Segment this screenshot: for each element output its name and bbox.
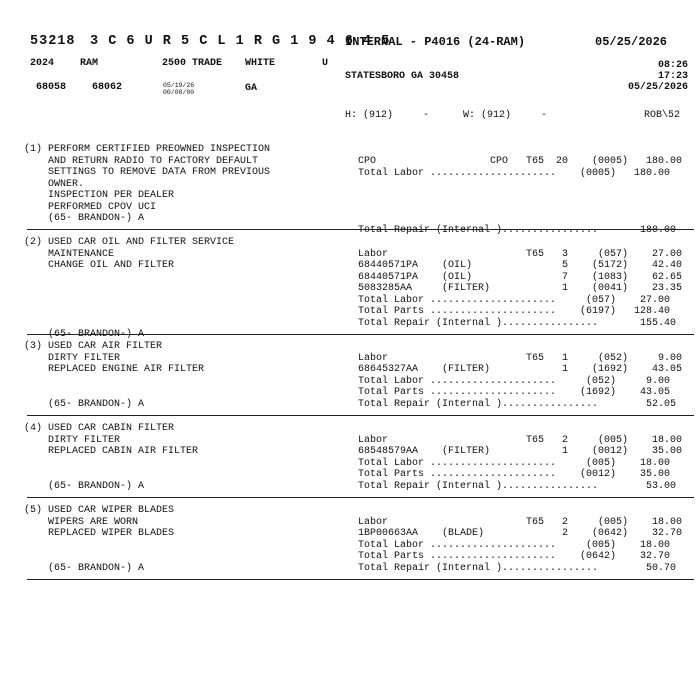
job-5-description: (5) USED CAR WIPER BLADES WIPERS ARE WORN REPLACED WIPER BLADES (65- BRANDON-) A — [24, 505, 175, 574]
job-2-description: (2) USED CAR OIL AND FILTER SERVICE MAINTENANCE CHANGE OIL AND FILTER (65- BRANDON-) A — [24, 237, 235, 340]
work-phone: W: (912) — [463, 110, 512, 121]
job-2-lines: Labor T65 3 (057) 27.00 68440571PA (OIL) 5 (5172) 42.40 68440571PA (OIL) 7 (1083) 62.65 5083285AA (FILTER) 1 (0041) 23.35 Total Labor ..................... (057) 27.00 Total Parts ..................... (6197) 128.40 Total Repair (Internal )................ 155.40 — [358, 248, 683, 329]
ro-type: INTERNAL - P4016 (24-RAM) — [345, 35, 526, 49]
home-phone: H: (912) — [345, 110, 394, 121]
job-3-lines: Labor T65 1 (052) 9.00 68645327AA (FILTER) 1 (1692) 43.05 Total Labor ..................... (052) 9.00 Total Parts ..................... (1692) 43.05 Total Repair (Internal )................ 52.05 — [358, 352, 683, 410]
date-top: 05/25/2026 — [595, 35, 668, 49]
date-2: 05/25/2026 — [628, 82, 689, 93]
work-phone-dash: - — [541, 110, 548, 121]
vehicle-year: 2024 — [30, 58, 55, 69]
location: STATESBORO GA 30458 — [345, 71, 460, 82]
job-3-divider — [27, 415, 694, 416]
small-date-1: 05/19/26 — [163, 82, 195, 89]
job-1-description: (1) PERFORM CERTIFIED PREOWNED INSPECTION AND RETURN RADIO TO FACTORY DEFAULT SETTINGS TO REMOVE DATA FROM PREVIOUS OWNER. INSPECTION PER DEALER PERFORMED CPOV UCI (65- BRANDON-) A — [24, 144, 271, 224]
vehicle-make: RAM — [80, 58, 99, 69]
state: GA — [245, 83, 258, 94]
job-5-lines: Labor T65 2 (005) 18.00 1BP00663AA (BLADE) 2 (0642) 32.70 Total Labor ..................... (005) 18.00 Total Parts ..................... (0642) 32.70 Total Repair (Internal )................ 50.70 — [358, 516, 683, 574]
vehicle-color: WHITE — [245, 58, 276, 69]
job-4-lines: Labor T65 2 (005) 18.00 68548579AA (FILTER) 1 (0012) 35.00 Total Labor ..................... (005) 18.00 Total Parts ..................... (0012) 35.00 Total Repair (Internal )................ 53.00 — [358, 434, 683, 492]
job-2-divider — [27, 334, 694, 335]
job-4-description: (4) USED CAR CABIN FILTER DIRTY FILTER REPLACED CABIN AIR FILTER (65- BRANDON-) A — [24, 423, 199, 492]
vehicle-model: 2500 TRADE — [162, 58, 223, 69]
home-phone-dash: - — [423, 110, 430, 121]
job-1-lines: CPO CPO T65 20 (0005) 180.00 Total Labor ..................... (0005) 180.00 Total Repair (Internal )................ 180.00 — [358, 156, 683, 236]
code-2: 68062 — [92, 82, 123, 93]
job-1-divider — [27, 229, 694, 230]
job-3-description: (3) USED CAR AIR FILTER DIRTY FILTER REPLACED ENGINE AIR FILTER (65- BRANDON-) A — [24, 341, 205, 410]
job-5-divider — [27, 579, 694, 580]
time-1: 08:26 — [657, 60, 688, 71]
vehicle-flag: U — [322, 58, 329, 69]
code-1: 68058 — [36, 82, 67, 93]
advisor: ROB\52 — [643, 110, 680, 121]
ro-number: 53218 — [30, 34, 76, 49]
time-2: 17:23 — [657, 71, 688, 82]
small-date-2: 00/00/00 — [163, 89, 195, 96]
vin: 3 C 6 U R 5 C L 1 R G 1 9 4 6 4 5 — [90, 34, 391, 49]
job-4-divider — [27, 497, 694, 498]
